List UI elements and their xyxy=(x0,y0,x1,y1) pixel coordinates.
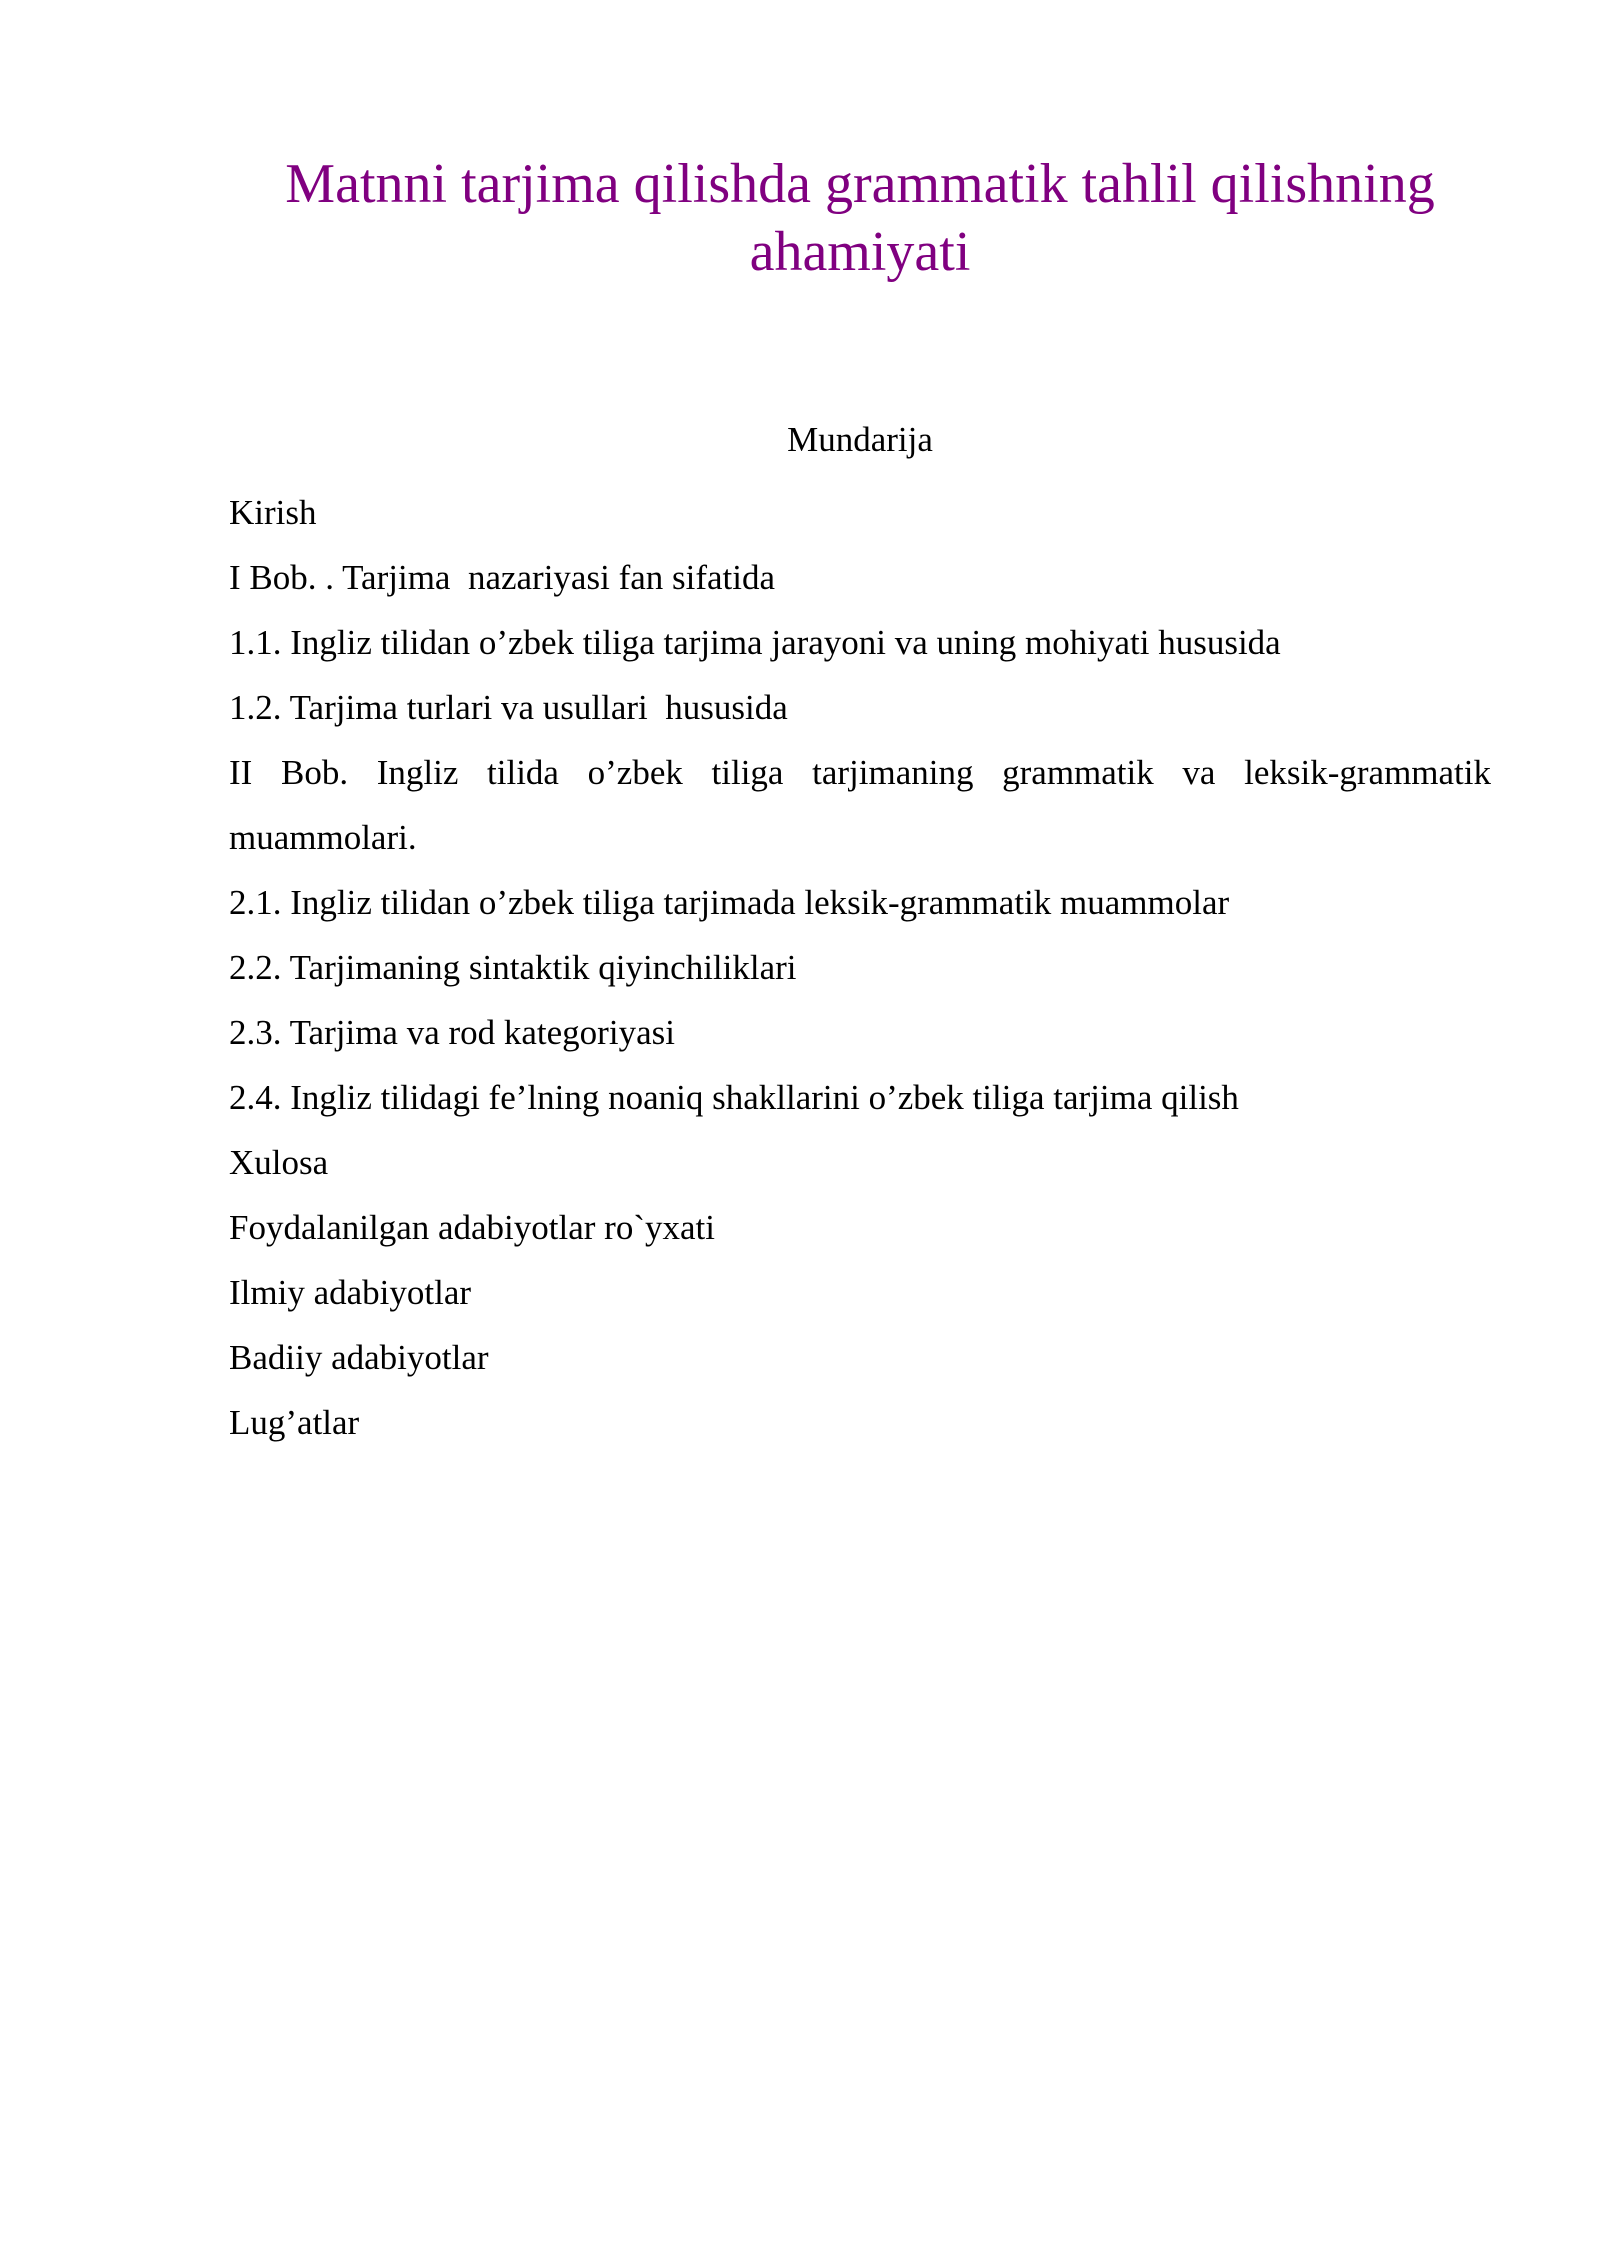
toc-heading: Mundarija xyxy=(787,420,933,459)
toc-item-1-2: 1.2. Tarjima turlari va usullari hususida xyxy=(229,688,788,727)
toc-item-scientific-literature: Ilmiy adabiyotlar xyxy=(229,1273,472,1312)
toc-item-kirish: Kirish xyxy=(229,493,317,532)
toc-item-2-3: 2.3. Tarjima va rod kategoriyasi xyxy=(229,1013,675,1052)
toc-item-2-4: 2.4. Ingliz tilidagi fe’lning noaniq shakllarini o’zbek tiliga tarjima qilish xyxy=(229,1078,1239,1117)
toc-item-2-1: 2.1. Ingliz tilidan o’zbek tiliga tarjimada leksik-grammatik muammolar xyxy=(229,883,1230,922)
toc-item-references: Foydalanilgan adabiyotlar ro`yxati xyxy=(229,1208,715,1247)
table-of-contents xyxy=(229,480,1491,1455)
toc-item-dictionaries: Lug’atlar xyxy=(229,1403,360,1442)
toc-item-1-1: 1.1. Ingliz tilidan o’zbek tiliga tarjima jarayoni va uning mohiyati hususida xyxy=(229,623,1281,662)
toc-item-xulosa: Xulosa xyxy=(229,1143,329,1182)
toc-item-2-2: 2.2. Tarjimaning sintaktik qiyinchiliklari xyxy=(229,948,797,987)
document-title: Matnni tarjima qilishda grammatik tahlil qilishning ahamiyati xyxy=(285,153,1435,283)
toc-item-chapter-2: II Bob. Ingliz tilida o’zbek tiliga tarjimaning grammatik va leksik-grammatik muammolari. xyxy=(229,753,1491,857)
toc-item-chapter-1: I Bob. . Tarjima nazariyasi fan sifatida xyxy=(229,558,776,597)
toc-item-fiction-literature: Badiiy adabiyotlar xyxy=(229,1338,489,1377)
